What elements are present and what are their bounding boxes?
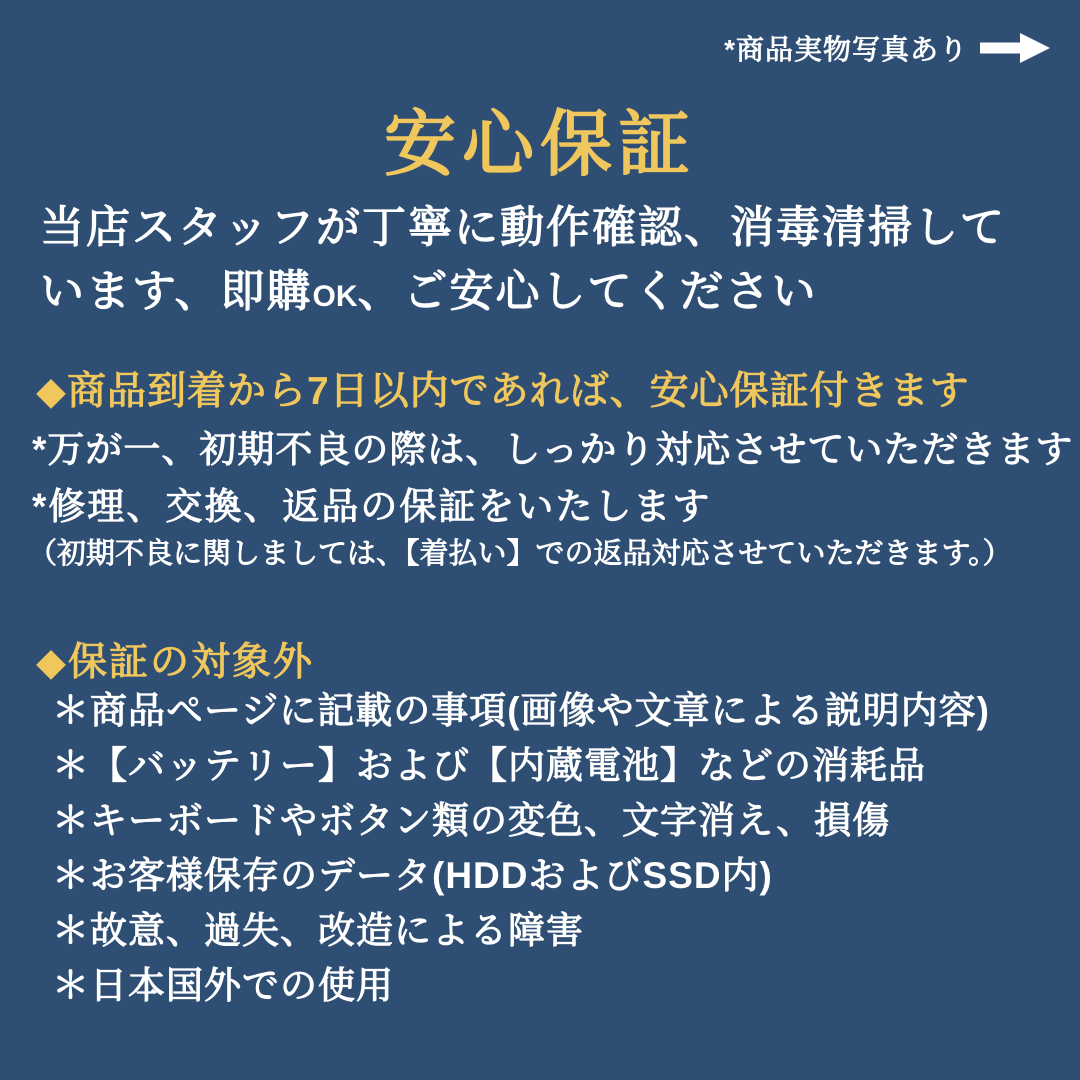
photo-note-text: *商品実物写真あり <box>724 34 968 65</box>
intro-paragraph <box>40 196 1050 329</box>
guarantee-line-1: *万が一、初期不良の際は、しっかり対応させていただきます <box>32 429 1074 470</box>
exclusion-item: ＊お客様保存のデータ(HDDおよびSSD内) <box>52 855 773 896</box>
exclusion-item: ＊商品ページに記載の事項(画像や文章による説明内容) <box>52 690 990 731</box>
guarantee-line-2: *修理、交換、返品の保証をいたします <box>32 486 712 527</box>
exclusion-item: ＊【バッテリー】および【内蔵電池】などの消耗品 <box>52 745 926 786</box>
exclusion-item: ＊故意、過失、改造による障害 <box>52 910 584 951</box>
intro-line1: 当店スタッフが丁寧に動作確認、消毒清掃してい <box>40 203 1006 316</box>
guarantee-heading: ◆商品到着から7日以内であれば、安心保証付きます <box>36 370 970 413</box>
guarantee-note: （初期不良に関しましては、【着払い】での返品対応させていただきます。） <box>28 538 1012 570</box>
intro-ok-text: OK <box>312 280 358 313</box>
page-title: 安心保証 <box>383 101 696 186</box>
exclusion-item: ＊日本国外での使用 <box>52 965 394 1006</box>
intro-line2-post: 、ご安心してください <box>357 267 818 316</box>
exclusions-list <box>52 683 1052 1013</box>
exclusions-heading: ◆保証の対象外 <box>36 641 314 684</box>
intro-line2-pre: ます、即購 <box>86 267 313 316</box>
exclusion-item: ＊キーボードやボタン類の変色、文字消え、損傷 <box>52 800 891 841</box>
right-arrow-icon <box>980 33 1050 63</box>
photo-note <box>724 28 1050 68</box>
